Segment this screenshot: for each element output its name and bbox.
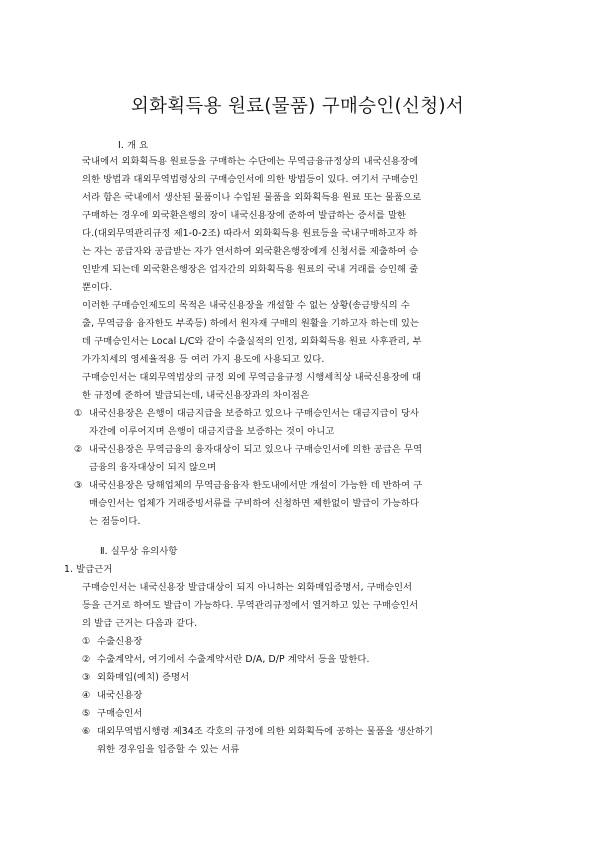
section-2-para-line: 구매승인서는 내국신용장 발급대상이 되지 아니하는 외화매입증명서, 구매승인서 [82, 582, 413, 593]
section-1-para-1-line: 다.(대외무역관리규정 제1-0-2조) 따라서 외화획득용 원료등을 국내구매하고자 하 [82, 228, 418, 239]
document-title: 외화획득용 원료(물품) 구매승인(신청)서 [130, 96, 465, 117]
section-1-para-1-line: 는 자는 공급자와 공급받는 자가 연서하여 외국환은행장에게 신청서를 제출하여 승 [82, 246, 419, 257]
section-1-para-1-line: 구매하는 경우에 외국환은행의 장이 내국신용장에 준하여 발급하는 증서를 말한 [82, 210, 407, 221]
section-1-para-3-line: 한 규정에 준하여 발급되는데, 내국신용장과의 차이점은 [82, 390, 310, 401]
list-item-line: 구매승인서 [97, 708, 143, 719]
section-2-para-line: 의 발급 근거는 다음과 같다. [82, 618, 198, 629]
list-item-marker: ⑤ [82, 708, 91, 719]
section-1-para-2-line: 가가치세의 영세율적용 등 여러 가지 용도에 사용되고 있다. [82, 354, 325, 365]
list-item-marker: ① [74, 408, 83, 419]
section-2-para-line: 등을 근거로 하여도 발급이 가능하다. 무역관리규정에서 열거하고 있는 구매승인서 [82, 600, 419, 611]
list-item-marker: ② [74, 444, 83, 455]
list-item-line: 수출신용장 [97, 636, 143, 647]
list-item-line: 대외무역법시행령 제34조 각호의 규정에 의한 외화획득에 공하는 물품을 생산하기 [97, 726, 434, 737]
list-item-line: 내국신용장은 은행이 대금지급을 보증하고 있으나 구매승인서는 대금지급이 당사 [89, 408, 420, 419]
list-item-line: 수출계약서, 여기에서 수출계약서란 D/A, D/P 계약서 등을 말한다. [97, 654, 370, 665]
section-1-para-1-line: 서라 함은 국내에서 생산된 물품이나 수입된 물품을 외화획득용 원료 또는 물품으로 [82, 192, 422, 203]
section-1-para-3-line: 구매승인서는 대외무역법상의 규정 외에 무역금융규정 시행세칙상 내국신용장에 대 [82, 372, 422, 383]
list-item-line: 내국신용장 [97, 690, 143, 701]
list-item-marker: ③ [82, 672, 91, 683]
list-item-line: 자간에 이루어지며 은행이 대금지급을 보증하는 것이 아니고 [89, 426, 335, 437]
section-1-para-2-line: 데 구매승인서는 Local L/C와 같이 수출실적의 인정, 외화획득용 원료 사후관리, 부 [82, 336, 422, 347]
section-1-heading: Ⅰ. 개 요 [118, 140, 149, 151]
list-item-marker: ④ [82, 690, 91, 701]
list-item-marker: ① [82, 636, 91, 647]
list-item-line: 내국신용장은 당해업체의 무역금융융자 한도내에서만 개설이 가능한 데 반하여 구 [89, 480, 423, 491]
list-item-line: 외화매입(예치) 증명서 [97, 672, 190, 683]
list-item-marker: ③ [74, 480, 83, 491]
section-1-para-2-line: 이러한 구매승인제도의 목적은 내국신용장을 개설할 수 없는 상황(송금방식의 수 [82, 300, 410, 311]
list-item-line: 금융의 융자대상이 되지 않으며 [89, 462, 217, 473]
list-item-line: 위한 경우임을 입증할 수 있는 서류 [97, 744, 240, 755]
section-1-para-1-line: 뿐이다. [82, 282, 113, 293]
section-1-para-1-line: 국내에서 외화획득용 원료등을 구매하는 수단에는 무역금융규정상의 내국신용장에 [82, 156, 419, 167]
list-item-marker: ⑥ [82, 726, 91, 737]
list-item-line: 내국신용장은 무역금융의 융자대상이 되고 있으나 구매승인서에 의한 공급은 무역 [89, 444, 423, 455]
list-item-marker: ② [82, 654, 91, 665]
section-1-para-2-line: 출, 무역금융 융자한도 부족등) 하에서 원자재 구매의 원활을 기하고자 하는데 있는 [82, 318, 420, 329]
list-item-line: 는 점등이다. [89, 516, 141, 527]
section-2-heading: Ⅱ. 실무상 유의사항 [100, 546, 178, 557]
section-1-para-1-line: 인받게 되는데 외국환은행장은 업자간의 외화획득용 원료의 국내 거래를 승인해 줄 [82, 264, 419, 275]
section-1-para-1-line: 의한 방법과 대외무역법령상의 구매승인서에 의한 방법등이 있다. 여기서 구매승인 [82, 174, 419, 185]
list-item-line: 매승인서는 업체가 거래증빙서류를 구비하여 신청하면 제한없이 발급이 가능하다 [89, 498, 420, 509]
subsection-heading: 1. 발급근거 [64, 564, 113, 575]
